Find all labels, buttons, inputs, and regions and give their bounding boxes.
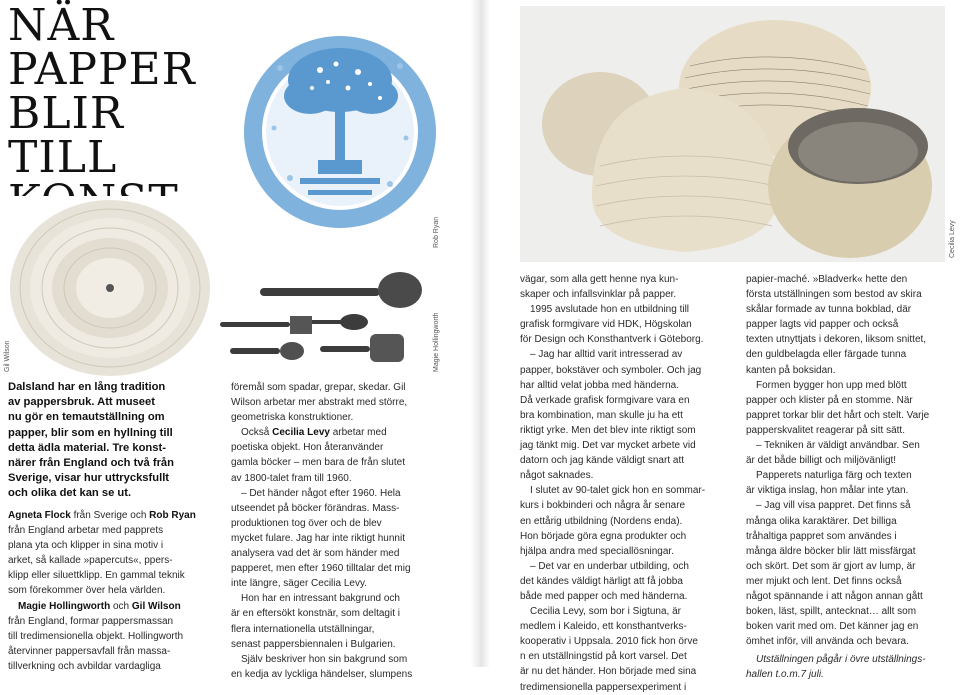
body-column-1	[8, 508, 213, 674]
col1-para-1: Agneta Flock från Sverige och Rob Ryan från England arbetar med papprets plana yta och klipper in sina motiv i arket, så kallade »papercuts«, ppers- klipp eller siluettklipp. En gammal teknik som förekommer över hela världen.	[8, 510, 196, 597]
paper-utensils-artwork-image	[212, 262, 427, 374]
credit-rob-ryan: Rob Ryan	[433, 216, 440, 248]
exhibition-info: Utställningen pågår i övre utställnings-	[756, 654, 926, 666]
papercut-artwork-image	[240, 8, 440, 258]
credit-gil-wilson: Gil Wilson	[4, 340, 11, 372]
body-column-3: vägar, som alla gett henne nya kun- skaper och infallsvinklar på papper. 1995 avslutade hon en utbildning till grafisk formgivare vid HDK, Högskolan för Design och Konsthantverk i Göteborg. – Jag har alltid varit intresserad av papper, bokstäver och symboler. Och jag har alltid velat jobba med händerna. Då verkade grafisk formgivare vara en bra kombination, man skulle ju ha ett riktigt yrke. Men det blev inte riktigt som jag tänkt mig. Det var mycket arbete vid datorn och jag kände väldigt snart att något saknades. I slutet av 90-talet gick hon en sommar- kurs i bokbinderi och några år senare en ettårig utbildning (Nordens enda). Hon började göra egna produkter och hjälpa andra med speciallösningar. – Det var en underbar utbilding, och det kändes väldigt härligt att få jobba både med papper och med händerna. Cecilia Levy, som bor i Sigtuna, är medlem i Kaleido, ett konsthantverks- kooperativ i Uppsala. 2010 fick hon örve n en utställningstid på kort varsel. Det är nu det händer. Hon började med sina tredimensionella pappersexperiment i	[520, 274, 706, 693]
lead-paragraph: Dalsland har en lång tradition av pappersbruk. Att museet nu gör en temautställning om papper, blir som en hyllning till detta ädla material. Tre konst- närer från England och två från Sverige, visar hur uttrycksfullt och olika det kan se ut.	[8, 381, 174, 500]
headline	[8, 0, 238, 224]
credit-magie-hollingworth: Magie Hollingworth	[433, 312, 440, 372]
credit-cecilia-levy: Cecilia Levy	[949, 220, 956, 258]
page-gutter	[470, 0, 490, 667]
book-paper-bowls-image	[520, 6, 945, 262]
body-column-2: föremål som spadar, grepar, skedar. Gil Wilson arbetar mer abstrakt med större, geometriska konstruktioner. Också Cecilia Levy arbetar med poetiska objekt. Hon återanvänder gamla böcker – men bara de från slutet av 1800-talet fram till 1960. – Det händer något efter 1960. Hela utseendet på böcker förändras. Mass- produktionen tog över och de blev mycket fulare. Jag har inte riktigt hunnit analysera vad det är som händer med papperet, men efter 1960 tilltalar det mig inte längre, säger Cecilia Levy. Hon har en intressant bakgrund och är en eftersökt konstnär, som deltagit i flera internationella utställningar, senast pappersbiennalen i Bulgarien. Själv beskriver hon sin bakgrund som en kedja av lyckliga händelser, slumpens	[231, 382, 413, 680]
body-column-4: papier-maché. »Bladverk« hette den första utställningen som bestod av skira skålar formade av tunna bokblad, där papper lagts vid papper och också texten utnyttjats i dekoren, liksom snittet, den guldbelagda eller färgade tunna kanten på boksidan. Formen bygger hon upp med blött papper och klister på en stomme. När pappret torkar blir det hårt och stelt. Varje papperskvalitet reagerar på sitt sätt. – Tekniken är väldigt användbar. Sen är det både billigt och miljövänligt! Papperets naturliga färg och texten är viktiga inslag, hon målar inte ytan. – Jag vill visa pappret. Det finns så många olika karaktärer. Det billiga tråhaltiga pappret som användes i många äldre böcker blir lätt missfärgat och skört. Det som är gjort av lump, är mer mjukt och lent. Det finns också något spännande i att någon annan gått boken, läst, spillt, antecknat… allt som boken varit med om. Det känner jag en ömhet inför, vill använda och bevara. Utställningen pågår i övre utställnings- hallen t.o.m.7 juli.	[746, 272, 954, 683]
paper-disc-artwork-image	[8, 196, 213, 376]
headline-line-2: BLIR TILL	[8, 88, 125, 183]
left-page	[0, 0, 470, 680]
col1-para-2: Magie Hollingworth och Gil Wilson från England, formar pappersmassan till tredimensionella objekt. Hollingworth återvinner pappersavfall från massa- tillverkning och avbildar vardagliga	[8, 600, 184, 672]
right-page	[490, 0, 960, 693]
headline-line-1: NÄR PAPPER	[8, 0, 196, 95]
